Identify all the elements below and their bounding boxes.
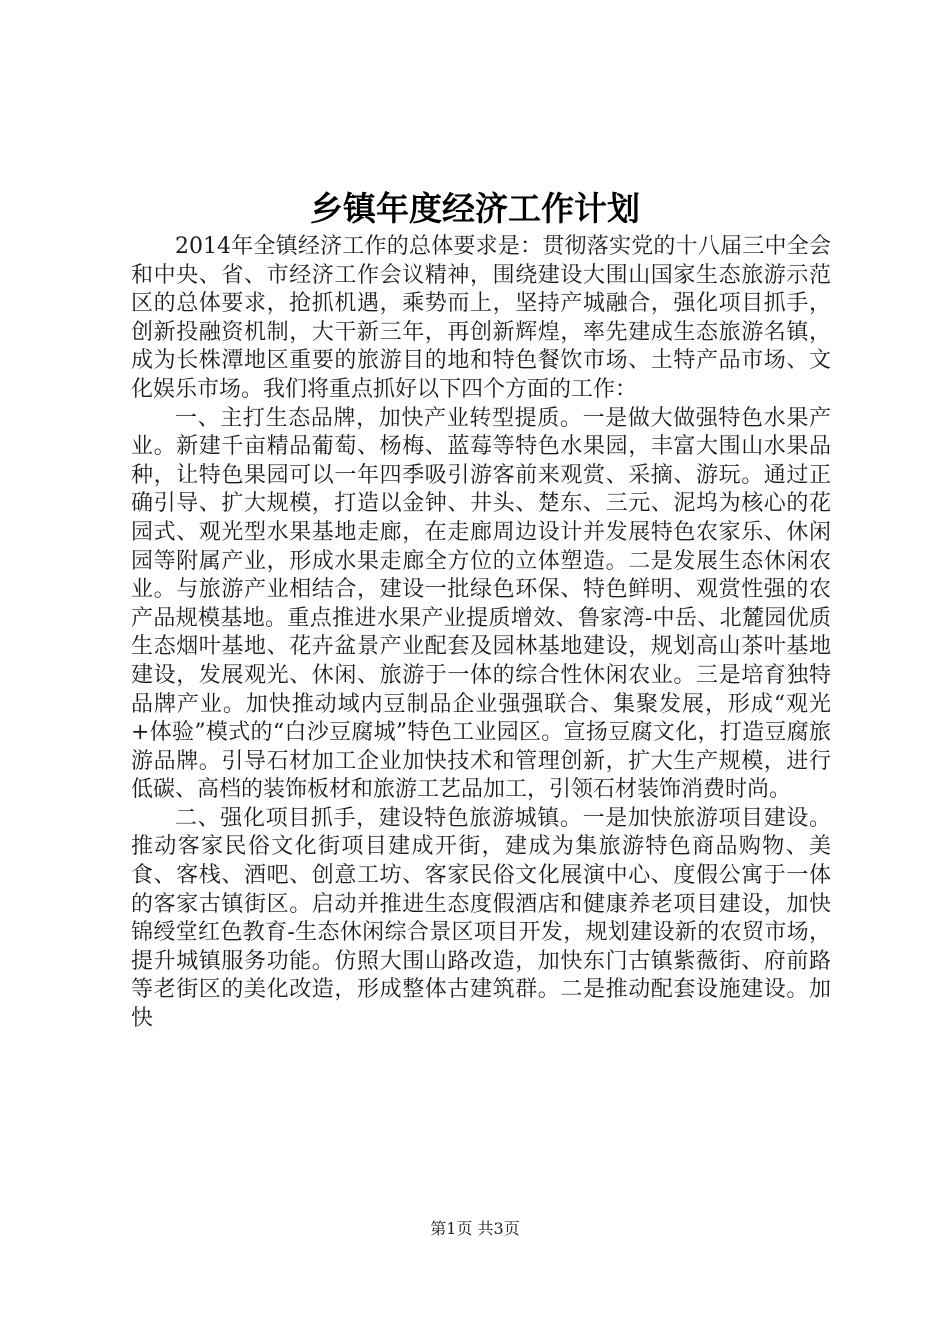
paragraph-section-one: 一、主打生态品牌，加快产业转型提质。一是做大做强特色水果产业。新建千亩精品葡萄、杨梅、蓝莓等特色水果园，丰富大围山水果品种，让特色果园可以一年四季吸引游客前来观赏、采摘、游玩。通过正确引导、扩大规模，打造以金钟、井头、楚东、三元、泥坞为核心的花园式、观光型水果基地走廊，在走廊周边设计并发展特色农家乐、休闲园等附属产业，形成水果走廊全方位的立体塑造。二是发展生态休闲农业。与旅游产业相结合，建设一批绿色环保、特色鲜明、观赏性强的农产品规模基地。重点推进水果产业提质增效、鲁家湾-中岳、北麓园优质生态烟叶基地、花卉盆景产业配套及园林基地建设，规划高山茶叶基地建设，发展观光、休闲、旅游于一体的综合性休闲农业。三是培育独特品牌产业。加快推动域内豆制品企业强强联合、集聚发展，形成“观光+体验”模式的“白沙豆腐城”特色工业园区。宣扬豆腐文化，打造豆腐旅游品牌。引导石材加工企业加快技术和管理创新，扩大生产规模，进行低碳、高档的装饰板材和旅游工艺品加工，引领石材装饰消费时尚。 — [131, 405, 831, 803]
document-body — [131, 233, 831, 1034]
paragraph-overview: 2014年全镇经济工作的总体要求是：贯彻落实党的十八届三中全会和中央、省、市经济工作会议精神，围绕建设大围山国家生态旅游示范区的总体要求，抢抓机遇，乘势而上，坚持产城融合，强化项目抓手，创新投融资机制，大干新三年，再创新辉煌，率先建成生态旅游名镇，成为长株潭地区重要的旅游目的地和特色餐饮市场、土特产品市场、文化娱乐市场。我们将重点抓好以下四个方面的工作： — [131, 234, 831, 402]
paragraph-section-two: 二、强化项目抓手，建设特色旅游城镇。一是加快旅游项目建设。推动客家民俗文化街项目建成开街，建成为集旅游特色商品购物、美食、客栈、酒吧、创意工坊、客家民俗文化展演中心、度假公寓于一体的客家古镇街区。启动并推进生态度假酒店和健康养老项目建设，加快锦绶堂红色教育-生态休闲综合景区项目开发，规划建设新的农贸市场，提升城镇服务功能。仿照大围山路改造，加快东门古镇紫薇街、府前路等老街区的美化改造，形成整体古建筑群。二是推动配套设施建设。加快 — [131, 805, 831, 1032]
page-footer: 第1页 共3页 — [430, 1219, 520, 1238]
document-title: 乡镇年度经济工作计划 — [310, 189, 640, 228]
